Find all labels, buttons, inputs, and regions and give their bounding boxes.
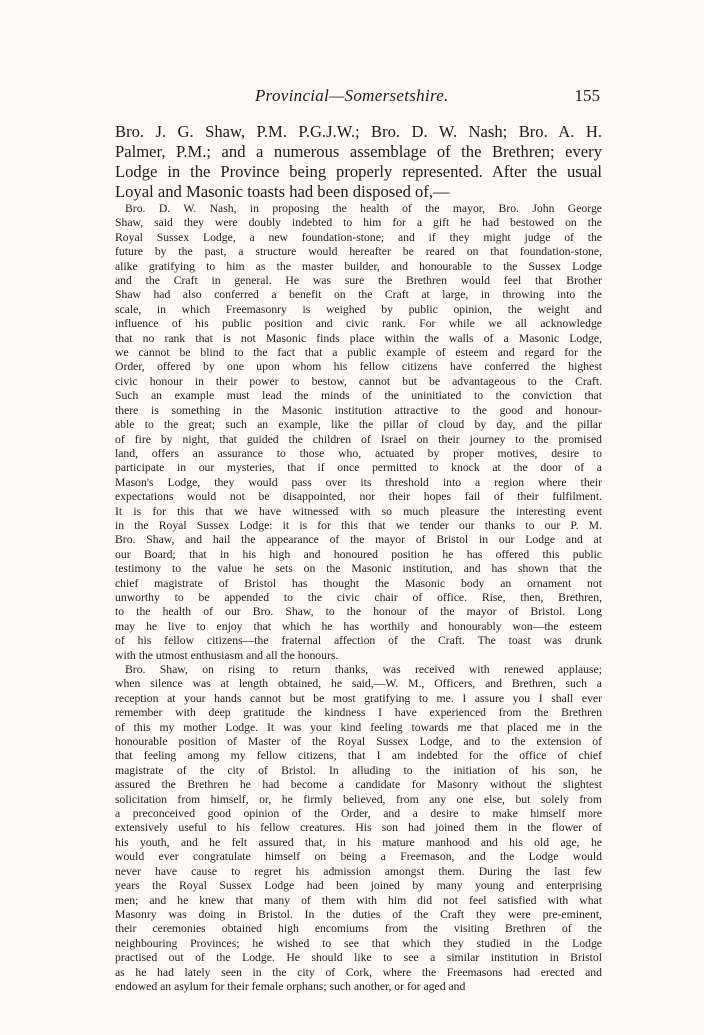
text-line: that feeling among my fellow citizens, that I am indebted for the office of chief (115, 749, 602, 763)
text-line: of fire by night, that guided the children of Israel on their journey to the promised (115, 432, 602, 446)
text-line: Mason's Lodge, they would pass over its threshold into a region where their (115, 475, 602, 489)
text-line: future by the past, a structure would hereafter be reared on that foundation-stone, (115, 245, 602, 259)
page-number: 155 (574, 86, 600, 105)
text-line: participate in our mysteries, that if once permitted to knock at the door of a (115, 461, 602, 475)
text-line: assured the Brethren he had become a candidate for Masonry without the slightest (115, 778, 602, 792)
text-line: years the Royal Sussex Lodge had been joined by many young and enterprising (115, 879, 602, 893)
text-line: may he live to enjoy that which he has worthily and honourably won—the esteem (115, 619, 602, 633)
text-line: our Board; that in his high and honoured position he has offered this public (115, 547, 602, 561)
text-line: in the Royal Sussex Lodge: it is for this that we tender our thanks to our P. M. (115, 518, 602, 532)
text-line: civic honour in their power to bestow, cannot but be advantageous to the Craft. (115, 374, 602, 388)
text-line: Bro. J. G. Shaw, P.M. P.G.J.W.; Bro. D. W. Nash; Bro. A. H. (115, 122, 602, 141)
text-line: and the Craft in general. He was sure the Brethren would feel that Brother (115, 274, 602, 288)
running-head: Provincial—Somersetshire. (255, 86, 449, 105)
text-line: extensively useful to his fellow creatures. His son had joined them in the flower of (115, 821, 602, 835)
text-line: It is for this that we have witnessed with so much pleasure the interesting event (115, 504, 602, 518)
text-line: that no rank that is not Masonic finds place within the walls of a Masonic Lodge, (115, 331, 602, 345)
page-body (115, 122, 602, 994)
text-line: Bro. Shaw, and hail the appearance of the mayor of Bristol in our Lodge and at (115, 533, 602, 547)
text-line: solicitation from himself, or, he firmly believed, from any one else, but solely from (115, 792, 602, 806)
text-line: Shaw had also conferred a benefit on the Craft at large, in throwing into the (115, 288, 602, 302)
text-line: reception at your hands cannot but be most gratifying to me. I assure you I shall ever (115, 691, 602, 705)
text-line: unworthy to be appended to the civic chair of office. Rise, then, Brethren, (115, 590, 602, 604)
speech-paragraph-shaw (115, 663, 602, 994)
text-line: of his fellow citizens—the fraternal affection of the Craft. The toast was drunk (115, 634, 602, 648)
text-line: Bro. Shaw, on rising to return thanks, was received with renewed applause; (125, 663, 602, 676)
text-line: endowed an asylum for their female orphans; such another, or for aged and (115, 979, 466, 993)
text-line: Such an example must lead the minds of the uninitiated to the conviction that (115, 389, 602, 403)
text-line: remember with deep gratitude the kindness I have experienced from the Brethren (115, 706, 602, 720)
text-line: to the health of our Bro. Shaw, to the honour of the mayor of Bristol. Long (115, 605, 602, 619)
text-line: magistrate of the city of Bristol. In alluding to the initiation of his son, he (115, 763, 602, 777)
text-line: with the utmost enthusiasm and all the honours. (115, 648, 339, 662)
text-line: influence of his public position and civic rank. For while we all acknowledge (115, 317, 602, 331)
text-line: there is something in the Masonic institution attractive to the good and honour- (115, 403, 602, 417)
text-line: his youth, and he felt assured that, in his mature manhood and his old age, he (115, 835, 602, 849)
text-line: expectations would not be disappointed, nor their hopes fail of their fulfilment. (115, 490, 602, 504)
text-line: scale, in which Freemasonry is weighed by public opinion, the weight and (115, 302, 602, 316)
text-line: Bro. D. W. Nash, in proposing the health of the mayor, Bro. John George (125, 202, 602, 215)
text-line: land, offers an assurance to those who, actuated by proper motives, desire to (115, 446, 602, 460)
text-line: testimony to the value he sets on the Masonic institution, and has shown that the (115, 562, 602, 576)
text-line: their ceremonies obtained high encomiums from the visiting Brethren of the (115, 922, 602, 936)
text-line: neighbouring Provinces; he wished to see that which they studied in the Lodge (115, 936, 602, 950)
text-line: Royal Sussex Lodge, a new foundation-stone; and if they might judge of the (115, 230, 602, 244)
speech-paragraph-nash (115, 202, 602, 663)
text-line: we cannot be blind to the fact that a public example of esteem and regard for the (115, 346, 602, 360)
text-line: of this my mother Lodge. It was your kind feeling towards me that placed me in the (115, 720, 602, 734)
text-line: Lodge in the Province being properly represented. After the usual (115, 162, 602, 181)
lead-paragraph (115, 122, 602, 202)
text-line: honourable position of Master of the Royal Sussex Lodge, and to the extension of (115, 735, 602, 749)
page-header (115, 86, 600, 108)
text-line: as he had lately seen in the city of Cork, where the Freemasons had erected and (115, 965, 602, 979)
text-line: able to the great; such an example, like the pillar of cloud by day, and the pillar (115, 418, 602, 432)
text-line: practised out of the Lodge. He should like to see a similar institution in Bristol (115, 951, 602, 965)
text-line: Loyal and Masonic toasts had been disposed of,— (115, 182, 450, 201)
text-line: Order, offered by one upon whom his fellow citizens have conferred the highest (115, 360, 602, 374)
text-line: when silence was at length obtained, he said,—W. M., Officers, and Brethren, such a (115, 677, 602, 691)
text-line: a preconceived good opinion of the Order, and a desire to make himself more (115, 807, 602, 821)
text-line: alike gratifying to him as the master builder, and honourable to the Sussex Lodge (115, 259, 602, 273)
text-line: never have cause to regret his admission amongst them. During the last few (115, 864, 602, 878)
text-line: Shaw, said they were doubly indebted to him for a gift he had bestowed on the (115, 216, 602, 230)
text-line: Masonry was doing in Bristol. In the duties of the Craft they were pre-eminent, (115, 907, 602, 921)
text-line: would ever congratulate himself on being a Freemason, and the Lodge would (115, 850, 602, 864)
text-line: Palmer, P.M.; and a numerous assemblage of the Brethren; every (115, 142, 602, 161)
text-line: men; and he knew that many of them with him did not feel satisfied with what (115, 893, 602, 907)
text-line: chief magistrate of Bristol has thought the Masonic body an ornament not (115, 576, 602, 590)
